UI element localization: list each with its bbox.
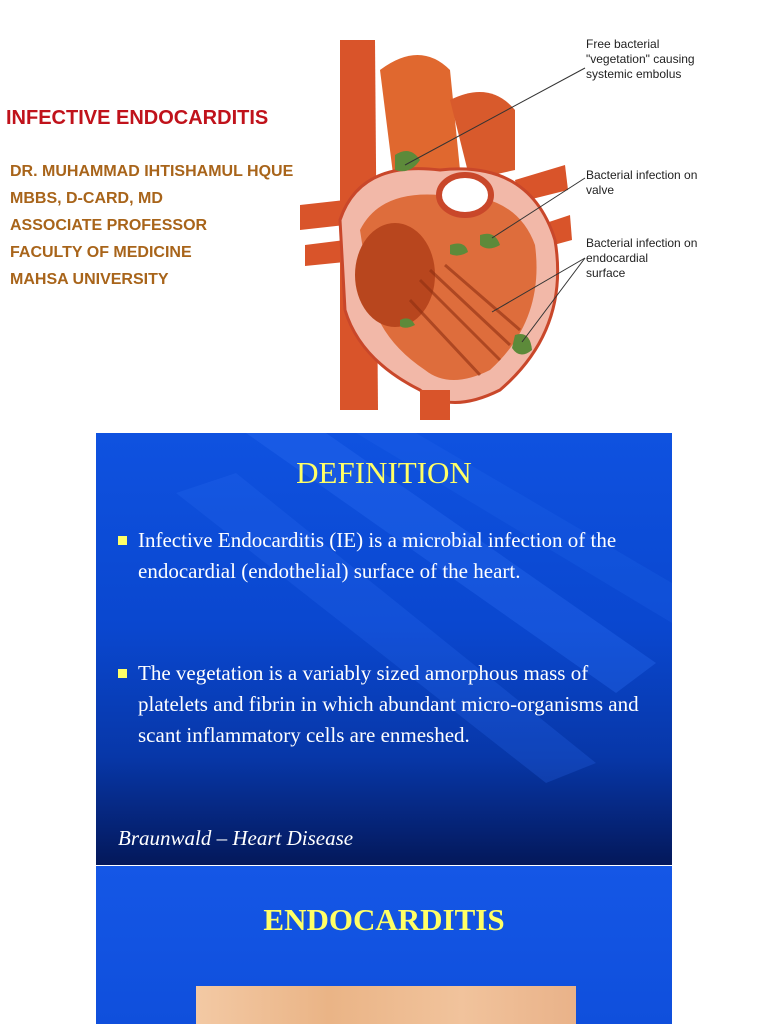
author-faculty: FACULTY OF MEDICINE: [10, 244, 192, 261]
bullet-item: [118, 525, 658, 587]
definition-slide: [96, 433, 672, 865]
title-slide: [0, 0, 768, 430]
callout-free-vegetation: Free bacterial "vegetation" causing systemic embolus: [586, 37, 695, 81]
author-name: DR. MUHAMMAD IHTISHAMUL HQUE: [10, 163, 294, 180]
author-position: ASSOCIATE PROFESSOR: [10, 217, 208, 234]
tissue-photo: [196, 986, 576, 1024]
bullet-text: Infective Endocarditis (IE) is a microbial infection of the endocardial (endothelial) surface of the heart.: [138, 528, 617, 583]
endocarditis-slide: [96, 866, 672, 1024]
slide-title: INFECTIVE ENDOCARDITIS: [6, 107, 269, 129]
definition-heading: DEFINITION: [296, 455, 472, 490]
endocarditis-heading: ENDOCARDITIS: [263, 902, 505, 937]
bullet-square-icon: [118, 669, 127, 678]
author-university: MAHSA UNIVERSITY: [10, 271, 169, 288]
author-block: [10, 158, 293, 293]
bullet-square-icon: [118, 536, 127, 545]
citation: Braunwald – Heart Disease: [118, 826, 354, 850]
author-degrees: MBBS, D-CARD, MD: [10, 190, 163, 207]
callout-valve-infection: Bacterial infection on valve: [586, 168, 698, 197]
bullet-item: [118, 658, 658, 751]
bullet-text: The vegetation is a variably sized amorphous mass of platelets and fibrin in which abundant micro-organisms and scant inflammatory cells are enmeshed.: [138, 661, 639, 747]
callout-endocardial-infection: Bacterial infection on endocardial surface: [586, 236, 698, 280]
heart-illustration: [300, 30, 590, 420]
background-rays: [96, 433, 672, 865]
